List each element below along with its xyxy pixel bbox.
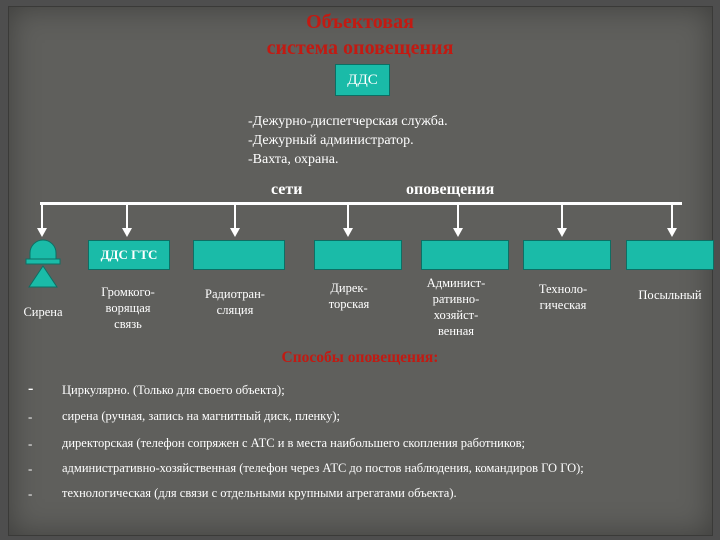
drop-line-loudspeaker [126,204,128,229]
node-label-director [306,280,392,312]
network-bus-line [40,202,682,205]
description-line-2: -Дежурный администратор. [248,133,414,148]
node-label-line: сляция [216,303,254,317]
description-line-1: -Дежурно-диспетчерская служба. [248,114,448,129]
method-text-siren: сирена (ручная, запись на магнитный диск, пленку); [62,409,340,423]
drop-line-radio [234,204,236,229]
arrow-radio [230,228,240,237]
node-label-line: Дирек- [330,281,368,295]
node-label-line: Сирена [23,305,63,319]
node-label-loudspeaker [88,284,168,332]
node-label-line: торская [328,297,370,311]
node-label-line: венная [437,324,475,338]
title-line-1: Объектовая [306,11,414,33]
node-label-line: Громкого- [101,285,155,299]
network-label-2: оповещения [406,181,495,198]
node-label-line: Радиотран- [205,287,265,301]
admin-box [421,240,509,270]
node-label-line: связь [114,317,142,331]
radio-box [193,240,285,270]
node-label-radio [190,286,280,318]
arrow-tech [557,228,567,237]
method-dash: - [28,380,34,397]
methods-title: Способы оповещения: [281,349,439,366]
node-label-line: Админист- [426,276,486,290]
method-text-director: директорская (телефон сопряжен с АТС и в места наибольшего скопления работников; [62,436,525,450]
siren-icon [24,235,62,291]
dds-box: ДДС [335,64,390,96]
arrow-director [343,228,353,237]
method-dash: - [28,436,33,451]
drop-line-messenger [671,204,673,229]
description-line-3: -Вахта, охрана. [248,152,339,167]
node-label-admin [406,275,506,339]
node-label-siren [14,304,72,320]
method-dash: - [28,461,33,476]
method-dash: - [28,409,33,424]
dds-gts-box: ДДС ГТС [88,240,170,270]
title-line-2: система оповещения [266,37,454,59]
node-label-line: ративно- [432,292,480,306]
arrow-admin [453,228,463,237]
arrow-messenger [667,228,677,237]
method-text-admin: административно-хозяйственная (телефон через АТС до постов наблюдения, командиров ГО ГО); [62,461,584,475]
tech-box [523,240,611,270]
node-label-messenger [626,287,714,303]
drop-line-director [347,204,349,229]
method-dash: - [28,486,33,501]
node-label-line: ворящая [105,301,151,315]
method-text-tech: технологическая (для связи с отдельными крупными агрегатами объекта). [62,486,457,500]
network-label-1: сети [271,181,303,198]
node-label-line: гическая [539,298,587,312]
node-label-line: Посыльный [638,288,702,302]
arrow-loudspeaker [122,228,132,237]
method-text-circular: Циркулярно. (Только для своего объекта); [62,383,285,397]
drop-line-tech [561,204,563,229]
node-label-tech [520,281,606,313]
messenger-box [626,240,714,270]
drop-line-siren [41,204,43,229]
director-box [314,240,402,270]
drop-line-admin [457,204,459,229]
node-label-line: хозяйст- [433,308,479,322]
node-label-line: Техноло- [538,282,588,296]
